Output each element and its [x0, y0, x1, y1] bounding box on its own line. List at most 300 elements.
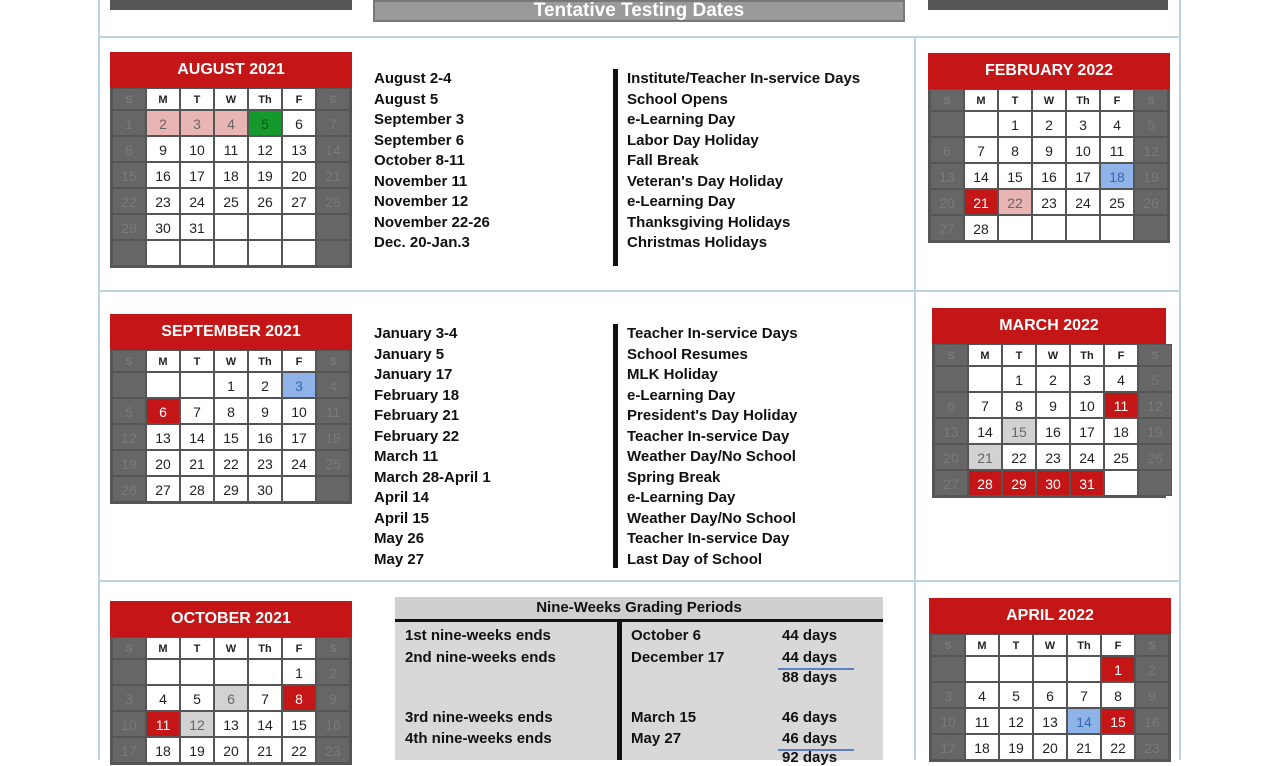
- calendar-day: 29: [214, 476, 248, 502]
- q2-label: 2nd nine-weeks ends: [405, 649, 556, 666]
- calendar-title: OCTOBER 2021: [110, 601, 352, 637]
- calendar-empty-cell: [282, 476, 316, 502]
- calendar-day: 2: [1036, 366, 1070, 392]
- calendar-day: 16: [1032, 163, 1066, 189]
- calendar-day: 22: [214, 450, 248, 476]
- calendar-day: 10: [112, 711, 146, 737]
- calendar-day: 17: [112, 737, 146, 763]
- calendar-day: 12: [1138, 392, 1172, 418]
- calendar-day: 22: [998, 189, 1032, 215]
- event-line: September 6: [374, 131, 465, 149]
- q4-date: May 27: [631, 730, 682, 747]
- calendar-february-2022: [928, 53, 1170, 243]
- calendar-day: 14: [1067, 708, 1101, 734]
- weekday-header: F: [1100, 89, 1134, 111]
- column-divider: [914, 38, 916, 760]
- calendar-day: 15: [1002, 418, 1036, 444]
- calendar-day: 7: [1067, 682, 1101, 708]
- weekday-header: T: [999, 634, 1033, 656]
- testing-dates-banner: Tentative Testing Dates: [373, 0, 905, 22]
- calendar-day: 3: [180, 110, 214, 136]
- calendar-day: 18: [316, 424, 350, 450]
- calendar-day: 15: [282, 711, 316, 737]
- event-line: August 2-4: [374, 70, 452, 87]
- event-line: Labor Day Holiday: [627, 131, 759, 149]
- event-line: MLK Holiday: [627, 366, 718, 383]
- event-divider: [613, 324, 618, 568]
- calendar-empty-cell: [968, 366, 1002, 392]
- calendar-day: 18: [146, 737, 180, 763]
- calendar-empty-cell: [248, 659, 282, 685]
- calendar-day: 1: [112, 110, 146, 136]
- event-line: April 14: [374, 489, 430, 506]
- event-line: Institute/Teacher In-service Days: [627, 70, 861, 87]
- event-line: February 22: [374, 427, 460, 445]
- calendar-day: 14: [964, 163, 998, 189]
- calendar-empty-cell: [1066, 215, 1100, 241]
- q4-days: 46 days: [782, 730, 838, 747]
- calendar-empty-cell: [180, 659, 214, 685]
- calendar-day: 13: [214, 711, 248, 737]
- event-line: Veteran's Day Holiday: [627, 172, 784, 190]
- calendar-empty-cell: [146, 372, 180, 398]
- calendar-day: 8: [282, 685, 316, 711]
- calendar-day: 4: [316, 372, 350, 398]
- q3-label: 3rd nine-weeks ends: [405, 709, 553, 726]
- calendar-day: 6: [146, 398, 180, 424]
- calendar-day: 17: [180, 162, 214, 188]
- calendar-day: 6: [282, 110, 316, 136]
- calendar-day: 13: [282, 136, 316, 162]
- calendar-august-2021: [110, 52, 352, 268]
- calendar-day: 3: [931, 682, 965, 708]
- calendar-day: 9: [248, 398, 282, 424]
- calendar-day: 25: [316, 450, 350, 476]
- calendar-day: 13: [930, 163, 964, 189]
- calendar-day: 8: [1002, 392, 1036, 418]
- calendar-day: 6: [930, 137, 964, 163]
- calendar-day: 15: [998, 163, 1032, 189]
- calendar-title: FEBRUARY 2022: [928, 53, 1170, 89]
- calendar-day: 16: [248, 424, 282, 450]
- spring-event-labels: [627, 324, 798, 570]
- calendar-day: 10: [1066, 137, 1100, 163]
- event-line: March 28-April 1: [374, 468, 491, 486]
- calendar-day: 7: [248, 685, 282, 711]
- calendar-day: 2: [146, 110, 180, 136]
- calendar-day: 16: [1135, 708, 1169, 734]
- q2-days: 44 days: [782, 649, 838, 666]
- weekday-header: S: [934, 344, 968, 366]
- weekday-header: S: [112, 88, 146, 110]
- calendar-day: 21: [1067, 734, 1101, 760]
- weekday-header: Th: [248, 637, 282, 659]
- calendar-empty-cell: [1032, 215, 1066, 241]
- event-line: Christmas Holidays: [627, 234, 768, 251]
- event-line: April 15: [374, 509, 430, 527]
- calendar-day: 20: [1033, 734, 1067, 760]
- fall-event-labels: [627, 69, 860, 254]
- calendar-day: 24: [282, 450, 316, 476]
- calendar-day: 7: [964, 137, 998, 163]
- calendar-day: 12: [112, 424, 146, 450]
- calendar-day: 30: [1036, 470, 1070, 496]
- calendar-day: 24: [1070, 444, 1104, 470]
- event-line: January 5: [374, 345, 445, 363]
- calendar-day: 23: [146, 188, 180, 214]
- calendar-day: 1: [998, 111, 1032, 137]
- weekday-header: W: [1032, 89, 1066, 111]
- calendar-day: 10: [931, 708, 965, 734]
- calendar-empty-cell: [998, 215, 1032, 241]
- calendar-day: 27: [282, 188, 316, 214]
- calendar-day: 18: [965, 734, 999, 760]
- q1-days: 44 days: [782, 627, 838, 644]
- weekday-header: T: [998, 89, 1032, 111]
- calendar-day: 10: [1070, 392, 1104, 418]
- event-line: Last Day of School: [627, 550, 763, 568]
- weekday-header: W: [214, 350, 248, 372]
- calendar-day: 1: [1101, 656, 1135, 682]
- calendar-day: 20: [146, 450, 180, 476]
- event-line: January 3-4: [374, 325, 458, 342]
- weekday-header: F: [282, 88, 316, 110]
- calendar-day: 7: [180, 398, 214, 424]
- event-line: January 17: [374, 366, 453, 383]
- calendar-empty-cell: [282, 214, 316, 240]
- calendar-day: 13: [146, 424, 180, 450]
- semester-2-total: 92 days: [782, 749, 838, 766]
- calendar-day: 13: [934, 418, 968, 444]
- weekday-header: S: [1134, 89, 1168, 111]
- calendar-empty-cell: [112, 659, 146, 685]
- weekday-header: S: [112, 350, 146, 372]
- calendar-day: 7: [316, 110, 350, 136]
- calendar-empty-cell: [316, 476, 350, 502]
- event-line: e-Learning Day: [627, 111, 736, 128]
- calendar-day: 20: [282, 162, 316, 188]
- calendar-day: 11: [146, 711, 180, 737]
- prev-calendar-strip: [928, 0, 1168, 10]
- weekday-header: Th: [1066, 89, 1100, 111]
- calendar-day: 19: [248, 162, 282, 188]
- weekday-header: S: [930, 89, 964, 111]
- calendar-day: 16: [146, 162, 180, 188]
- calendar-day: 26: [112, 476, 146, 502]
- calendar-empty-cell: [214, 240, 248, 266]
- calendar-day: 23: [1135, 734, 1169, 760]
- calendar-empty-cell: [1033, 656, 1067, 682]
- calendar-day: 11: [1104, 392, 1138, 418]
- weekday-header: M: [146, 637, 180, 659]
- calendar-day: 18: [214, 162, 248, 188]
- event-line: February 21: [374, 407, 460, 424]
- event-line: November 11: [374, 172, 468, 190]
- calendar-day: 25: [1104, 444, 1138, 470]
- calendar-day: 8: [214, 398, 248, 424]
- event-line: e-Learning Day: [627, 489, 736, 506]
- calendar-day: 22: [112, 188, 146, 214]
- calendar-day: 14: [180, 424, 214, 450]
- calendar-day: 5: [999, 682, 1033, 708]
- calendar-empty-cell: [1100, 215, 1134, 241]
- q1-label: 1st nine-weeks ends: [405, 627, 551, 644]
- calendar-day: 11: [1100, 137, 1134, 163]
- calendar-day: 9: [146, 136, 180, 162]
- calendar-day: 23: [316, 737, 350, 763]
- q3-date: March 15: [631, 709, 697, 726]
- calendar-day: 11: [965, 708, 999, 734]
- calendar-empty-cell: [965, 656, 999, 682]
- calendar-day: 10: [282, 398, 316, 424]
- calendar-empty-cell: [316, 214, 350, 240]
- calendar-empty-cell: [214, 659, 248, 685]
- calendar-day: 9: [316, 685, 350, 711]
- calendar-day: 28: [316, 188, 350, 214]
- calendar-day: 27: [930, 215, 964, 241]
- calendar-day: 14: [968, 418, 1002, 444]
- calendar-day: 8: [112, 136, 146, 162]
- event-line: Teacher In-service Day: [627, 427, 790, 445]
- calendar-day: 23: [1032, 189, 1066, 215]
- q2-date: December 17: [631, 649, 725, 666]
- weekday-header: T: [180, 88, 214, 110]
- calendar-day: 18: [1104, 418, 1138, 444]
- calendar-title: SEPTEMBER 2021: [110, 314, 352, 350]
- calendar-day: 22: [1002, 444, 1036, 470]
- calendar-day: 24: [1066, 189, 1100, 215]
- calendar-day: 21: [248, 737, 282, 763]
- calendar-day: 12: [248, 136, 282, 162]
- weekday-header: M: [965, 634, 999, 656]
- calendar-day: 27: [146, 476, 180, 502]
- calendar-day: 23: [248, 450, 282, 476]
- weekday-header: M: [146, 88, 180, 110]
- weekday-header: W: [1033, 634, 1067, 656]
- calendar-day: 11: [214, 136, 248, 162]
- calendar-day: 31: [1070, 470, 1104, 496]
- calendar-empty-cell: [180, 240, 214, 266]
- calendar-day: 26: [1138, 444, 1172, 470]
- event-line: November 12: [374, 193, 469, 210]
- calendar-day: 10: [180, 136, 214, 162]
- calendar-day: 26: [1134, 189, 1168, 215]
- calendar-day: 22: [1101, 734, 1135, 760]
- calendar-empty-cell: [934, 366, 968, 392]
- weekday-header: M: [968, 344, 1002, 366]
- calendar-empty-cell: [999, 656, 1033, 682]
- calendar-empty-cell: [112, 240, 146, 266]
- weekday-header: T: [180, 637, 214, 659]
- weekday-header: S: [112, 637, 146, 659]
- weekday-header: S: [316, 350, 350, 372]
- weekday-header: S: [316, 637, 350, 659]
- calendar-day: 24: [180, 188, 214, 214]
- q3-days: 46 days: [782, 709, 838, 726]
- calendar-day: 8: [1101, 682, 1135, 708]
- calendar-day: 4: [1104, 366, 1138, 392]
- calendar-day: 2: [1135, 656, 1169, 682]
- calendar-day: 28: [180, 476, 214, 502]
- calendar-day: 1: [1002, 366, 1036, 392]
- fall-event-dates: [374, 69, 490, 254]
- calendar-day: 20: [930, 189, 964, 215]
- calendar-day: 18: [1100, 163, 1134, 189]
- calendar-day: 21: [316, 162, 350, 188]
- event-line: May 27: [374, 550, 425, 568]
- semester-1-total: 88 days: [782, 669, 838, 686]
- calendar-day: 31: [180, 214, 214, 240]
- calendar-day: 11: [316, 398, 350, 424]
- weekday-header: Th: [248, 88, 282, 110]
- weekday-header: S: [1135, 634, 1169, 656]
- calendar-day: 19: [112, 450, 146, 476]
- calendar-day: 5: [248, 110, 282, 136]
- calendar-empty-cell: [1104, 470, 1138, 496]
- calendar-day: 6: [214, 685, 248, 711]
- row-divider: [98, 290, 1181, 292]
- calendar-day: 19: [1134, 163, 1168, 189]
- event-line: President's Day Holiday: [627, 407, 798, 424]
- calendar-day: 14: [316, 136, 350, 162]
- weekday-header: F: [1104, 344, 1138, 366]
- calendar-day: 17: [1066, 163, 1100, 189]
- calendar-day: 27: [934, 470, 968, 496]
- grading-periods-table: [395, 597, 883, 766]
- grading-title: Nine-Weeks Grading Periods: [395, 597, 883, 622]
- event-divider: [613, 69, 618, 266]
- weekday-header: F: [1101, 634, 1135, 656]
- grading-divider: [617, 622, 622, 760]
- calendar-empty-cell: [1134, 215, 1168, 241]
- calendar-day: 25: [214, 188, 248, 214]
- q4-label: 4th nine-weeks ends: [405, 730, 552, 747]
- calendar-day: 30: [248, 476, 282, 502]
- weekday-header: M: [146, 350, 180, 372]
- event-line: School Opens: [627, 90, 728, 108]
- row-divider: [98, 36, 1181, 38]
- calendar-march-2022: [932, 308, 1166, 498]
- calendar-day: 29: [112, 214, 146, 240]
- calendar-day: 15: [214, 424, 248, 450]
- calendar-empty-cell: [1138, 470, 1172, 496]
- weekday-header: Th: [1067, 634, 1101, 656]
- calendar-day: 20: [934, 444, 968, 470]
- calendar-day: 3: [1070, 366, 1104, 392]
- weekday-header: S: [316, 88, 350, 110]
- calendar-day: 2: [316, 659, 350, 685]
- event-line: November 22-26: [374, 213, 490, 231]
- calendar-empty-cell: [964, 111, 998, 137]
- weekday-header: Th: [1070, 344, 1104, 366]
- event-line: Weather Day/No School: [627, 448, 796, 465]
- event-line: Teacher In-service Day: [627, 530, 790, 547]
- calendar-day: 19: [180, 737, 214, 763]
- calendar-day: 16: [1036, 418, 1070, 444]
- calendar-october-2021: [110, 601, 352, 765]
- calendar-day: 21: [968, 444, 1002, 470]
- calendar-empty-cell: [248, 240, 282, 266]
- calendar-day: 20: [214, 737, 248, 763]
- event-line: February 18: [374, 386, 460, 404]
- calendar-day: 6: [1033, 682, 1067, 708]
- calendar-empty-cell: [930, 111, 964, 137]
- calendar-empty-cell: [316, 240, 350, 266]
- event-line: March 11: [374, 448, 439, 465]
- calendar-day: 2: [1032, 111, 1066, 137]
- calendar-title: APRIL 2022: [929, 598, 1171, 634]
- calendar-day: 12: [180, 711, 214, 737]
- weekday-header: S: [1138, 344, 1172, 366]
- event-line: Fall Break: [627, 152, 699, 169]
- calendar-day: 4: [965, 682, 999, 708]
- calendar-day: 12: [999, 708, 1033, 734]
- weekday-header: W: [214, 88, 248, 110]
- calendar-day: 15: [112, 162, 146, 188]
- calendar-empty-cell: [1067, 656, 1101, 682]
- calendar-day: 19: [999, 734, 1033, 760]
- calendar-day: 12: [1134, 137, 1168, 163]
- calendar-day: 1: [282, 659, 316, 685]
- calendar-day: 14: [248, 711, 282, 737]
- calendar-day: 22: [282, 737, 316, 763]
- event-line: Thanksgiving Holidays: [627, 213, 791, 231]
- weekday-header: T: [1002, 344, 1036, 366]
- calendar-day: 17: [282, 424, 316, 450]
- calendar-day: 3: [112, 685, 146, 711]
- calendar-day: 23: [1036, 444, 1070, 470]
- calendar-day: 9: [1036, 392, 1070, 418]
- calendar-day: 8: [998, 137, 1032, 163]
- calendar-day: 5: [1134, 111, 1168, 137]
- calendar-day: 28: [968, 470, 1002, 496]
- calendar-day: 17: [1070, 418, 1104, 444]
- event-line: e-Learning Day: [627, 193, 736, 210]
- calendar-day: 9: [1032, 137, 1066, 163]
- calendar-day: 19: [1138, 418, 1172, 444]
- calendar-day: 4: [146, 685, 180, 711]
- weekday-header: Th: [248, 350, 282, 372]
- calendar-day: 6: [934, 392, 968, 418]
- calendar-day: 4: [214, 110, 248, 136]
- event-line: Spring Break: [627, 468, 721, 486]
- calendar-title: AUGUST 2021: [110, 52, 352, 88]
- calendar-day: 25: [1100, 189, 1134, 215]
- calendar-day: 28: [964, 215, 998, 241]
- calendar-empty-cell: [248, 214, 282, 240]
- weekday-header: W: [214, 637, 248, 659]
- prev-calendar-strip: [110, 0, 352, 10]
- calendar-day: 16: [316, 711, 350, 737]
- event-line: Teacher In-service Days: [627, 325, 798, 342]
- event-line: August 5: [374, 90, 439, 108]
- calendar-day: 5: [180, 685, 214, 711]
- calendar-empty-cell: [214, 214, 248, 240]
- calendar-day: 17: [931, 734, 965, 760]
- calendar-day: 15: [1101, 708, 1135, 734]
- q1-date: October 6: [631, 627, 702, 644]
- event-line: May 26: [374, 530, 425, 547]
- calendar-day: 26: [248, 188, 282, 214]
- calendar-day: 21: [964, 189, 998, 215]
- calendar-day: 3: [282, 372, 316, 398]
- weekday-header: S: [931, 634, 965, 656]
- calendar-day: 5: [1138, 366, 1172, 392]
- calendar-empty-cell: [180, 372, 214, 398]
- calendar-day: 13: [1033, 708, 1067, 734]
- calendar-empty-cell: [282, 240, 316, 266]
- weekday-header: T: [180, 350, 214, 372]
